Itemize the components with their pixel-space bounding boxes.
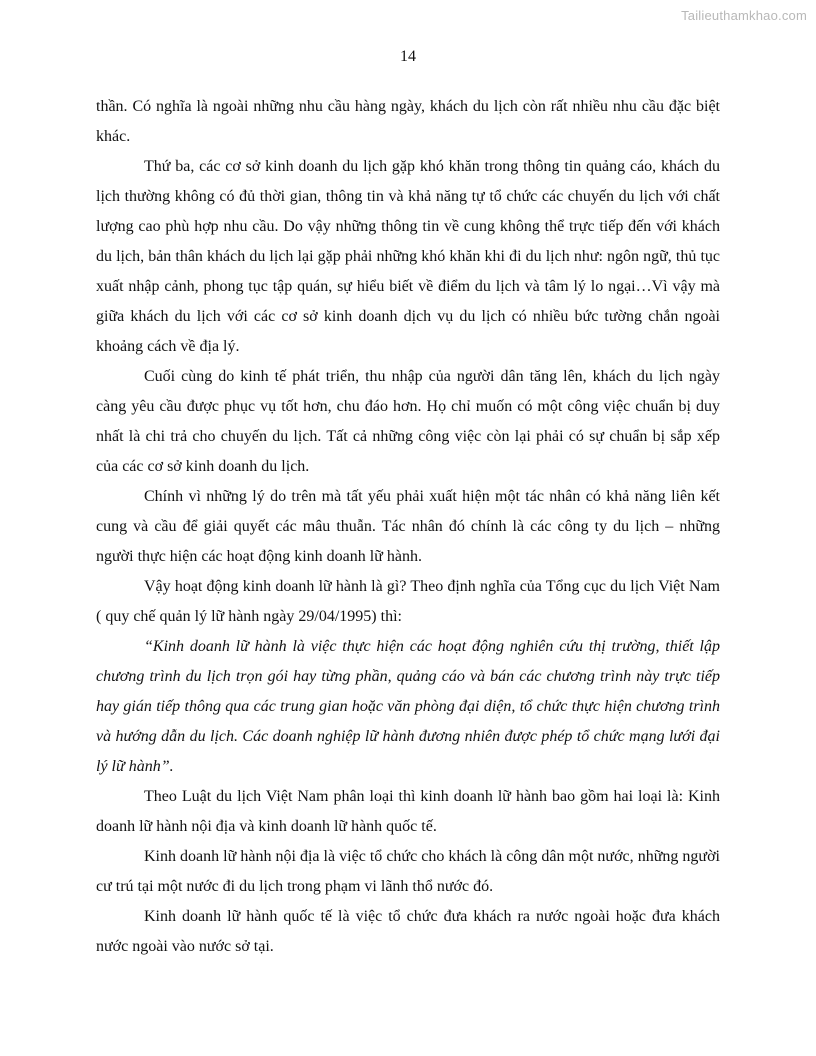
paragraph-international: Kinh doanh lữ hành quốc tế là việc tổ chức đưa khách ra nước ngoài hoặc đưa khách nước ngoài vào nước sở tại. <box>96 908 720 955</box>
paragraph-definition-intro: Vậy hoạt động kinh doanh lữ hành là gì? Theo định nghĩa của Tổng cục du lịch Việt Nam ( quy chế quản lý lữ hành ngày 29/04/1995) thì: <box>96 578 720 625</box>
paragraph-classification: Theo Luật du lịch Việt Nam phân loại thì kinh doanh lữ hành bao gồm hai loại là: Kinh doanh lữ hành nội địa và kinh doanh lữ hành quốc tế. <box>96 788 720 835</box>
paragraph-intermediary: Chính vì những lý do trên mà tất yếu phải xuất hiện một tác nhân có khả năng liên kết cung và cầu để giải quyết các mâu thuẫn. Tác nhân đó chính là các công ty du lịch – những người thực hiện các hoạt động kinh doanh lữ hành. <box>96 488 720 565</box>
paragraph-domestic: Kinh doanh lữ hành nội địa là việc tổ chức cho khách là công dân một nước, những người cư trú tại một nước đi du lịch trong phạm vi lãnh thổ nước đó. <box>96 848 720 895</box>
watermark: Tailieuthamkhao.com <box>681 8 807 23</box>
paragraph-third-reason: Thứ ba, các cơ sở kinh doanh du lịch gặp khó khăn trong thông tin quảng cáo, khách du lịch thường không có đủ thời gian, thông tin và khả năng tự tổ chức các chuyến du lịch với chất lượng cao phù hợp nhu cầu. Do vậy những thông tin về cung không thể trực tiếp đến với khách du lịch, bản thân khách du lịch lại gặp phải những khó khăn khi đi du lịch như: ngôn ngữ, thủ tục xuất nhập cảnh, phong tục tập quán, sự hiểu biết về điểm du lịch và tâm lý lo ngại…Vì vậy mà giữa khách du lịch với các cơ sở kinh doanh dịch vụ du lịch có nhiều bức tường chắn ngoài khoảng cách về địa lý. <box>96 158 720 355</box>
definition-quote: “Kinh doanh lữ hành là việc thực hiện các hoạt động nghiên cứu thị trường, thiết lập chương trình du lịch trọn gói hay từng phần, quảng cáo và bán các chương trình này trực tiếp hay gián tiếp thông qua các trung gian hoặc văn phòng đại diện, tổ chức thực hiện chương trình và hướng dẫn du lịch. Các doanh nghiệp lữ hành đương nhiên được phép tổ chức mạng lưới đại lý lữ hành”. <box>96 638 720 775</box>
paragraph-final-reason: Cuối cùng do kinh tế phát triển, thu nhập của người dân tăng lên, khách du lịch ngày càng yêu cầu được phục vụ tốt hơn, chu đáo hơn. Họ chỉ muốn có một công việc chuẩn bị duy nhất là chi trả cho chuyến du lịch. Tất cả những công việc còn lại phải có sự chuẩn bị sắp xếp của các cơ sở kinh doanh du lịch. <box>96 368 720 475</box>
document-body <box>96 92 720 962</box>
page-number: 14 <box>400 48 416 65</box>
paragraph-continuation: thần. Có nghĩa là ngoài những nhu cầu hàng ngày, khách du lịch còn rất nhiều nhu cầu đặc biệt khác. <box>96 98 720 145</box>
